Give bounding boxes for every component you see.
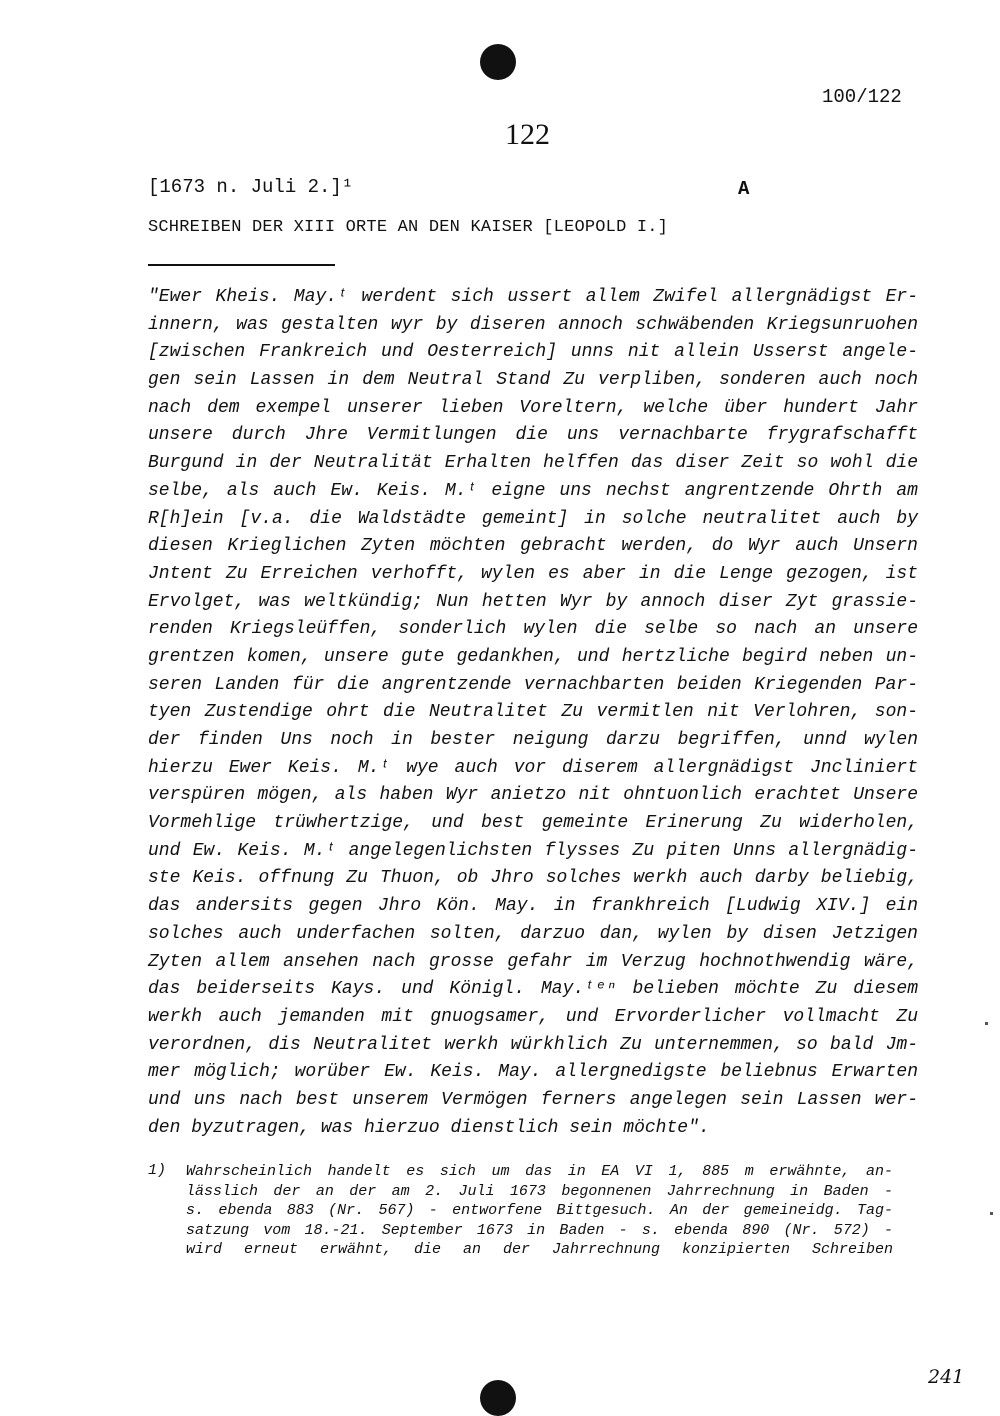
footnote-line: wird erneut erwähnt, die an der Jahrrechnung konzipierten Schreiben <box>186 1241 893 1258</box>
punch-hole-top <box>480 44 516 80</box>
footnote-marker: 1) <box>148 1162 167 1179</box>
document-type-letter: A <box>738 178 750 200</box>
body-line: verordnen, dis Neutralitet werkh würkhlich Zu unternemmen, so bald Jm- <box>148 1034 918 1055</box>
body-line: nach dem exempel unserer lieben Voreltern, welche über hundert Jahr <box>148 397 918 418</box>
body-line: ste Keis. offnung Zu Thuon, ob Jhro solches werkh auch darby beliebig, <box>148 868 918 889</box>
body-line: selbe, als auch Ew. Keis. M.ᵗ eigne uns nechst angrentzende Ohrth am <box>148 480 918 501</box>
body-line: Vormehlige trüwhertzige, und best gemeinte Erinerung Zu widerholen, <box>148 813 918 834</box>
body-line: diesen Krieglichen Zyten möchten gebracht werden, do Wyr auch Unsern <box>148 536 918 557</box>
body-line: den byzutragen, was hierzuo dienstlich sein möchte". <box>148 1117 710 1138</box>
body-line: seren Landen für die angrentzende vernachbarten beiden Kriegenden Par- <box>148 674 918 695</box>
body-line: R[h]ein [v.a. die Waldstädte gemeint] in solche neutralitet auch by <box>148 508 918 529</box>
footnote-line: s. ebenda 883 (Nr. 567) - entworfene Bittgesuch. An der gemeineidg. Tag- <box>186 1202 893 1219</box>
body-line: das andersits gegen Jhro Kön. May. in frankhreich [Ludwig XIV.] ein <box>148 896 918 917</box>
letter-body <box>148 284 918 1142</box>
body-line: Burgund in der Neutralität Erhalten helffen das diser Zeit so wohl die <box>148 453 918 474</box>
scan-speck <box>990 1212 993 1215</box>
body-line: [zwischen Frankreich und Oesterreich] unns nit allein Usserst angele- <box>148 342 918 363</box>
punch-hole-bottom <box>480 1380 516 1416</box>
body-line: das beiderseits Kays. und Königl. May.ᵗᵉⁿ belieben möchte Zu diesem <box>148 979 918 1000</box>
body-line: Jntent Zu Erreichen verhofft, wylen es aber in die Lenge gezogen, ist <box>148 563 918 584</box>
body-line: innern, was gestalten wyr by diseren annoch schwäbenden Kriegsunruohen <box>148 314 918 335</box>
body-line: solches auch underfachen solten, darzuo dan, wylen by disen Jetzigen <box>148 923 918 944</box>
body-line: mer möglich; worüber Ew. Keis. May. allergnedigste beliebnus Erwarten <box>148 1062 918 1083</box>
title-rule <box>148 264 335 266</box>
footnote-line: Wahrscheinlich handelt es sich um das in EA VI 1, 885 m erwähnte, an- <box>186 1163 893 1180</box>
file-reference: 100/122 <box>822 86 902 108</box>
body-line: gen sein Lassen in dem Neutral Stand Zu verpliben, sonderen auch noch <box>148 370 918 391</box>
page-number: 122 <box>505 118 550 151</box>
date-line: [1673 n. Juli 2.]¹ <box>148 176 354 198</box>
body-line: renden Kriegsleüffen, sonderlich wylen die selbe so nach an unsere <box>148 619 918 640</box>
body-line: Zyten allem ansehen nach grosse gefahr im Verzug hochnothwendig wäre, <box>148 951 918 972</box>
body-line: Ervolget, was weltkündig; Nun hetten Wyr by annoch diser Zyt grassie- <box>148 591 918 612</box>
body-line: tyen Zustendige ohrt die Neutralitet Zu vermitlen nit Verlohren, son- <box>148 702 918 723</box>
body-line: der finden Uns noch in bester neigung darzu begriffen, unnd wylen <box>148 730 918 750</box>
document-title: SCHREIBEN DER XIII ORTE AN DEN KAISER [LEOPOLD I.] <box>148 218 669 237</box>
body-line: und uns nach best unserem Vermögen ferners angelegen sein Lassen wer- <box>148 1089 918 1110</box>
footnote-text <box>186 1162 893 1260</box>
body-line: unsere durch Jhre Vermitlungen die uns vernachbarte frygrafschafft <box>148 425 918 446</box>
body-line: werkh auch jemanden mit gnuogsamer, und Ervorderlicher vollmacht Zu <box>148 1006 918 1027</box>
body-line: und Ew. Keis. M.ᵗ angelegenlichsten flysses Zu piten Unns allergnädig- <box>148 840 918 861</box>
footnote-line: satzung vom 18.-21. September 1673 in Baden - s. ebenda 890 (Nr. 572) - <box>186 1221 893 1239</box>
body-line: grentzen komen, unsere gute gedankhen, und hertzliche begird neben un- <box>148 646 918 667</box>
body-line: "Ewer Kheis. May.ᵗ werdent sich ussert allem Zwifel allergnädigst Er- <box>148 287 918 307</box>
archive-stamp: 241 <box>928 1366 965 1388</box>
scan-speck <box>985 1022 988 1025</box>
footnote-line: lässlich der an der am 2. Juli 1673 begonnenen Jahrrechnung in Baden - <box>186 1182 893 1200</box>
body-line: verspüren mögen, als haben Wyr anietzo nit ohntuonlich erachtet Unsere <box>148 785 918 806</box>
body-line: hierzu Ewer Keis. M.ᵗ wye auch vor diserem allergnädigst Jncliniert <box>148 757 918 778</box>
